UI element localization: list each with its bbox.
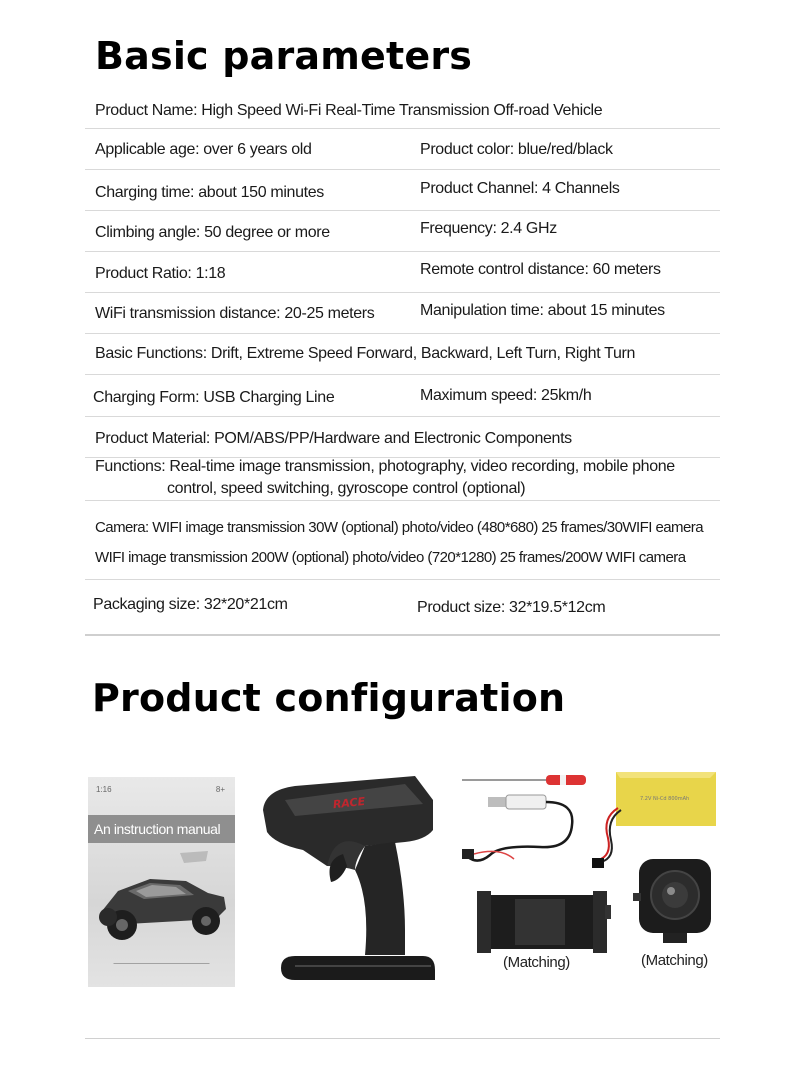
wifi-camera-image — [633, 853, 718, 951]
remote-controller-image — [255, 770, 455, 995]
svg-text:7.2V Ni-Cd 800mAh: 7.2V Ni-Cd 800mAh — [640, 796, 690, 802]
param-channel: Product Channel: 4 Channels — [420, 180, 620, 197]
param-camera-line2: WIFI image transmission 200W (optional) photo/video (720*1280) 25 frames/200W WIFI camera — [95, 549, 686, 566]
param-max-speed: Maximum speed: 25km/h — [420, 387, 592, 404]
param-row — [85, 92, 720, 129]
param-row — [85, 417, 720, 458]
param-row — [85, 293, 720, 334]
parameters-table — [85, 92, 720, 636]
param-row — [85, 129, 720, 170]
param-packaging: Packaging size: 32*20*21cm — [93, 596, 288, 613]
param-product-name: Product Name: High Speed Wi-Fi Real-Time Transmission Off-road Vehicle — [95, 102, 603, 119]
param-basic-functions: Basic Functions: Drift, Extreme Speed Forward, Backward, Left Turn, Right Turn — [95, 345, 636, 362]
phone-holder-image — [475, 887, 615, 955]
wifi-camera-caption: (Matching) — [641, 952, 708, 969]
param-product-size: Product size: 32*19.5*12cm — [417, 599, 606, 616]
param-row — [85, 375, 720, 417]
param-row — [85, 252, 720, 293]
configuration-images — [85, 765, 725, 995]
param-frequency: Frequency: 2.4 GHz — [420, 220, 557, 237]
phone-holder-caption: (Matching) — [503, 954, 570, 971]
param-functions-line1: Functions: Real-time image transmission, photography, video recording, mobile phone — [95, 458, 675, 475]
param-row — [85, 580, 720, 636]
param-row — [85, 211, 720, 252]
param-color: Product color: blue/red/black — [420, 141, 613, 158]
param-row — [85, 334, 720, 375]
usb-charging-cable-image — [460, 787, 595, 877]
param-charging-time: Charging time: about 150 minutes — [95, 184, 324, 201]
section-title-product-configuration: Product configuration — [92, 676, 566, 720]
instruction-manual-image: 1:16 8+ An instruction manual ———————————————— — [88, 777, 235, 987]
param-remote-distance: Remote control distance: 60 meters — [420, 261, 661, 278]
manual-age-label: 8+ — [215, 785, 225, 794]
param-functions-line2: control, speed switching, gyroscope control (optional) — [167, 480, 526, 497]
param-camera-line1: Camera: WIFI image transmission 30W (optional) photo/video (480*680) 25 frames/30WIFI eamera — [95, 519, 704, 536]
param-row — [85, 170, 720, 211]
remote-logo: RACE — [332, 794, 366, 812]
manual-scale-label: 1:16 — [96, 785, 112, 794]
section-title-basic-parameters: Basic parameters — [95, 34, 473, 78]
param-wifi-distance: WiFi transmission distance: 20-25 meters — [95, 305, 375, 322]
param-material: Product Material: POM/ABS/PP/Hardware and Electronic Components — [95, 430, 572, 447]
param-ratio: Product Ratio: 1:18 — [95, 265, 226, 282]
bottom-divider — [85, 1038, 720, 1039]
param-row — [85, 501, 720, 580]
param-charging-form: Charging Form: USB Charging Line — [93, 389, 335, 406]
param-row — [85, 458, 720, 501]
param-manipulation: Manipulation time: about 15 minutes — [420, 302, 665, 319]
manual-title: An instruction manual — [94, 821, 221, 837]
param-age: Applicable age: over 6 years old — [95, 141, 312, 158]
manual-car-icon — [88, 847, 235, 957]
param-climbing: Climbing angle: 50 degree or more — [95, 224, 330, 241]
